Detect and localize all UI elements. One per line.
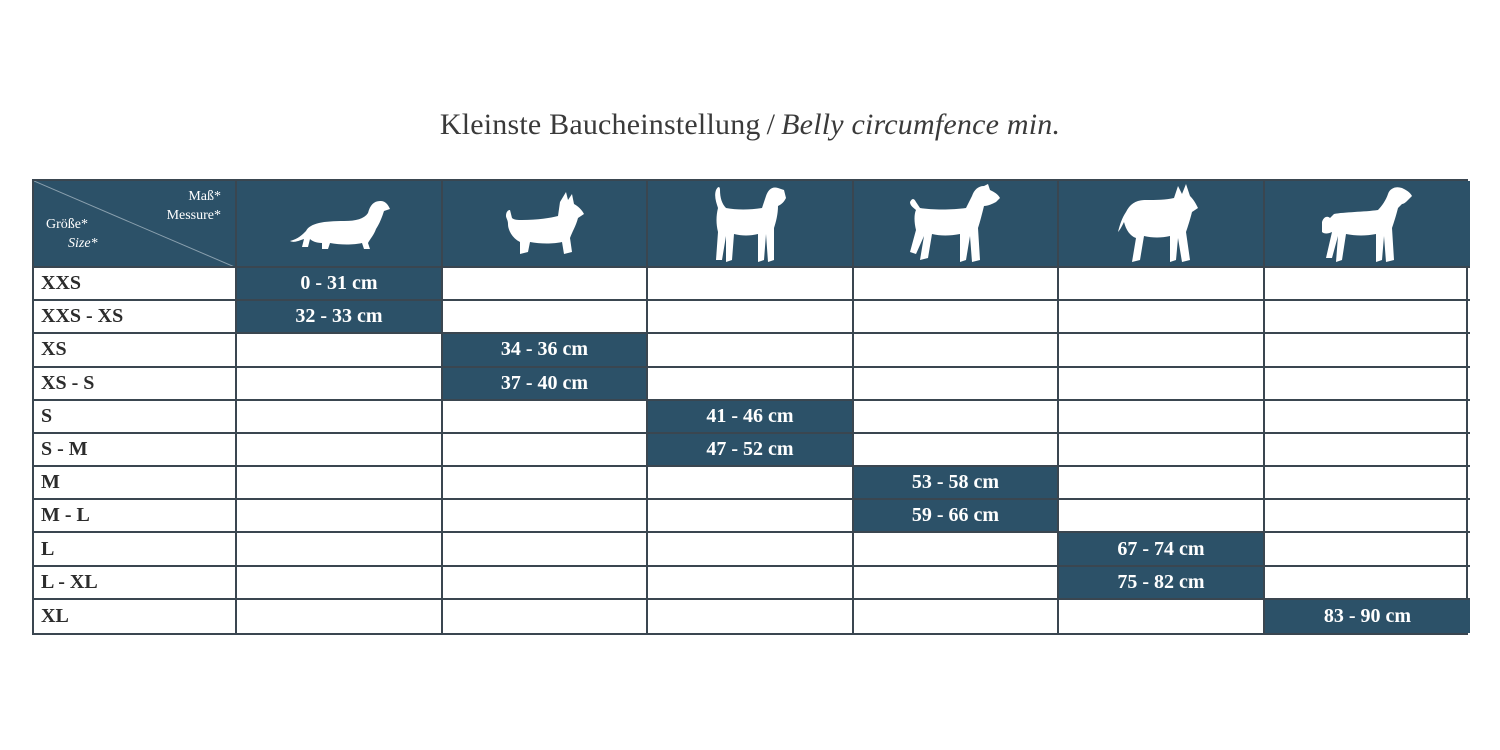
empty-cell xyxy=(443,434,648,467)
size-label xyxy=(46,215,98,253)
empty-cell xyxy=(854,600,1059,633)
empty-cell xyxy=(443,500,648,533)
measurement-cell: 0 - 31 cm xyxy=(237,268,443,301)
size-label-5: S - M xyxy=(34,434,237,467)
measure-label-de: Maß* xyxy=(188,189,221,204)
terrier-small-icon xyxy=(500,188,590,260)
empty-cell xyxy=(1265,533,1470,566)
empty-cell xyxy=(443,401,648,434)
empty-cell xyxy=(443,600,648,633)
empty-cell xyxy=(237,500,443,533)
empty-cell xyxy=(854,567,1059,600)
empty-cell xyxy=(1265,401,1470,434)
empty-cell xyxy=(443,467,648,500)
empty-cell xyxy=(648,567,854,600)
empty-cell xyxy=(1059,334,1265,367)
measurement-cell: 37 - 40 cm xyxy=(443,368,648,401)
empty-cell xyxy=(648,467,854,500)
empty-cell xyxy=(1059,600,1265,633)
empty-cell xyxy=(648,301,854,334)
size-label-10: XL xyxy=(34,600,237,633)
empty-cell xyxy=(854,533,1059,566)
empty-cell xyxy=(648,334,854,367)
measure-label-en: Messure* xyxy=(166,208,221,223)
column-header-1 xyxy=(237,181,443,268)
table-corner-header xyxy=(34,181,237,268)
empty-cell xyxy=(1059,301,1265,334)
empty-cell xyxy=(1265,368,1470,401)
empty-cell xyxy=(648,368,854,401)
column-header-2 xyxy=(443,181,648,268)
dachshund-icon xyxy=(284,193,394,255)
measurement-cell: 53 - 58 cm xyxy=(854,467,1059,500)
empty-cell xyxy=(1265,334,1470,367)
size-label-9: L - XL xyxy=(34,567,237,600)
measure-label xyxy=(167,187,221,225)
title-german: Kleinste Baucheinstellung xyxy=(439,108,761,141)
empty-cell xyxy=(237,401,443,434)
size-label-7: M - L xyxy=(34,500,237,533)
size-label-4: S xyxy=(34,401,237,434)
empty-cell xyxy=(443,567,648,600)
empty-cell xyxy=(1265,500,1470,533)
empty-cell xyxy=(443,268,648,301)
chart-title xyxy=(0,108,1500,142)
empty-cell xyxy=(648,600,854,633)
empty-cell xyxy=(237,567,443,600)
size-label-6: M xyxy=(34,467,237,500)
size-label-2: XS xyxy=(34,334,237,367)
empty-cell xyxy=(648,533,854,566)
empty-cell xyxy=(237,467,443,500)
title-separator: / xyxy=(766,108,776,141)
empty-cell xyxy=(443,533,648,566)
title-english: Belly circumfence min. xyxy=(781,108,1061,141)
empty-cell xyxy=(443,301,648,334)
empty-cell xyxy=(854,301,1059,334)
measurement-cell: 41 - 46 cm xyxy=(648,401,854,434)
empty-cell xyxy=(1059,467,1265,500)
size-label-3: XS - S xyxy=(34,368,237,401)
terrier-medium-icon xyxy=(708,182,792,266)
schnauzer-icon xyxy=(904,182,1008,266)
empty-cell xyxy=(1059,401,1265,434)
measurement-cell: 47 - 52 cm xyxy=(648,434,854,467)
empty-cell xyxy=(648,500,854,533)
column-header-6 xyxy=(1265,181,1470,268)
column-header-3 xyxy=(648,181,854,268)
column-header-5 xyxy=(1059,181,1265,268)
empty-cell xyxy=(1059,368,1265,401)
measurement-cell: 83 - 90 cm xyxy=(1265,600,1470,633)
shepherd-icon xyxy=(1116,182,1206,266)
measurement-cell: 32 - 33 cm xyxy=(237,301,443,334)
empty-cell xyxy=(854,401,1059,434)
empty-cell xyxy=(1059,268,1265,301)
size-label-8: L xyxy=(34,533,237,566)
empty-cell xyxy=(854,434,1059,467)
measurement-cell: 59 - 66 cm xyxy=(854,500,1059,533)
empty-cell xyxy=(1059,500,1265,533)
measurement-cell: 75 - 82 cm xyxy=(1059,567,1265,600)
empty-cell xyxy=(1265,467,1470,500)
size-label-de: Größe* xyxy=(46,217,88,232)
empty-cell xyxy=(1265,434,1470,467)
empty-cell xyxy=(854,368,1059,401)
column-header-4 xyxy=(854,181,1059,268)
empty-cell xyxy=(854,334,1059,367)
empty-cell xyxy=(1059,434,1265,467)
empty-cell xyxy=(237,368,443,401)
size-label-0: XXS xyxy=(34,268,237,301)
hound-icon xyxy=(1316,182,1420,266)
empty-cell xyxy=(237,434,443,467)
size-label-en: Size* xyxy=(68,236,98,251)
size-table xyxy=(32,179,1468,635)
measurement-cell: 67 - 74 cm xyxy=(1059,533,1265,566)
empty-cell xyxy=(854,268,1059,301)
empty-cell xyxy=(1265,301,1470,334)
empty-cell xyxy=(648,268,854,301)
empty-cell xyxy=(237,334,443,367)
measurement-cell: 34 - 36 cm xyxy=(443,334,648,367)
size-label-1: XXS - XS xyxy=(34,301,237,334)
empty-cell xyxy=(1265,567,1470,600)
empty-cell xyxy=(237,533,443,566)
empty-cell xyxy=(237,600,443,633)
empty-cell xyxy=(1265,268,1470,301)
